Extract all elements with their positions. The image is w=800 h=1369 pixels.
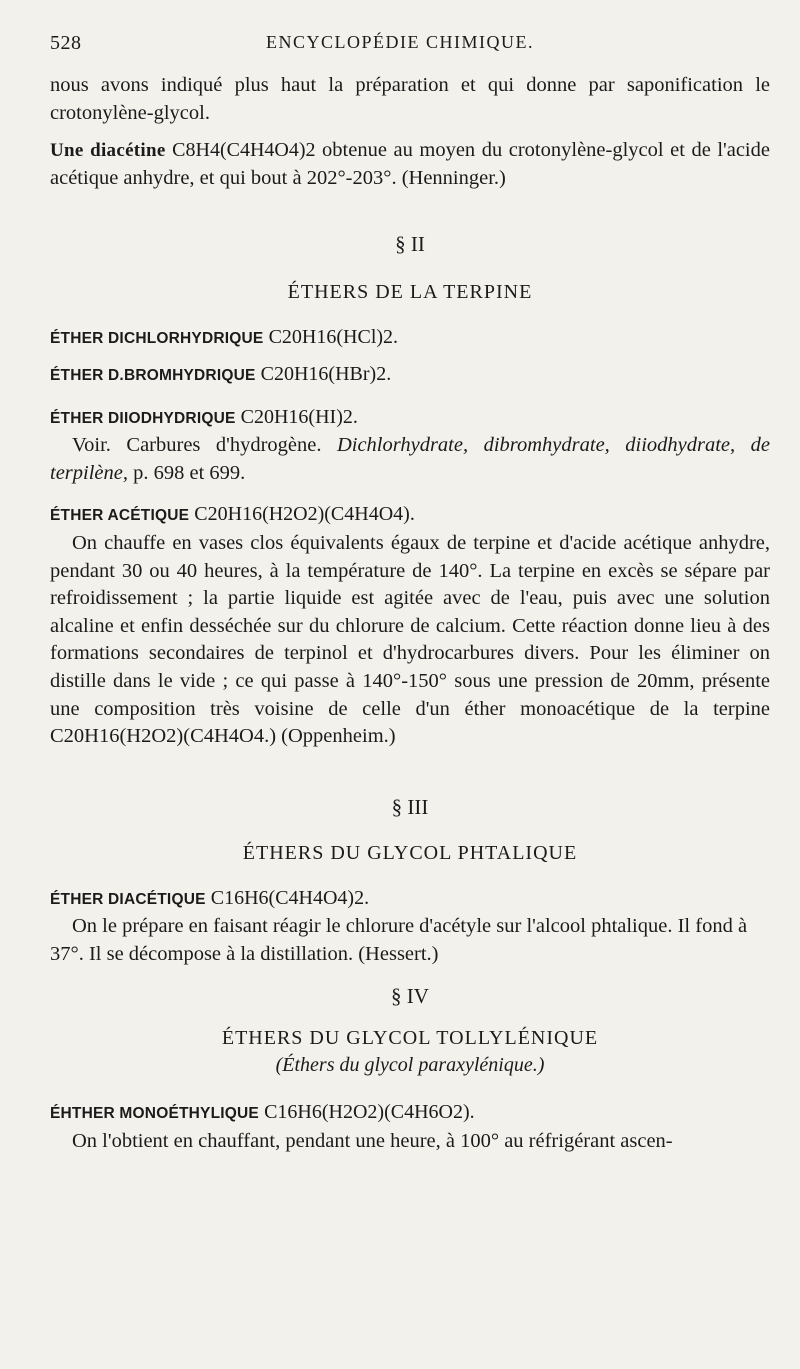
entry-diiodhydrique bbox=[50, 404, 770, 433]
entry-monoethylique bbox=[50, 1099, 770, 1128]
entry-formula: C20H16(H2O2)(C4H4O4). bbox=[194, 503, 415, 526]
section-2-number: § II bbox=[395, 232, 425, 257]
entry-dichlorhydrique bbox=[50, 324, 770, 353]
page-header bbox=[50, 30, 750, 58]
diacetine-paragraph bbox=[50, 137, 770, 192]
entry-label: ÉTHER D.BROMHYDRIQUE bbox=[50, 366, 256, 384]
entry-label: ÉTHER DICHLORHYDRIQUE bbox=[50, 330, 264, 348]
voir-italic: Dichlorhydrate, dibromhydrate, diiodhydrate, de terpilène, bbox=[50, 434, 770, 484]
entry-dibromhydrique bbox=[50, 361, 770, 390]
entry-formula: C20H16(HBr)2. bbox=[260, 362, 392, 385]
entry-formula: C16H6(C4H4O4)2. bbox=[210, 886, 370, 909]
section-3-number: § III bbox=[391, 794, 429, 819]
voir-end: p. 698 et 699. bbox=[128, 461, 246, 484]
entry-formula: C16H6(H2O2)(C4H6O2). bbox=[264, 1101, 475, 1124]
page-body bbox=[50, 72, 770, 1156]
page-number: 528 bbox=[50, 32, 82, 54]
section-3-title: ÉTHERS DU GLYCOL PHTALIQUE bbox=[242, 841, 578, 864]
section-4-title: ÉTHERS DU GLYCOL TOLLYLÉNIQUE bbox=[221, 1027, 599, 1050]
voir-text: Voir. Carbures d'hydrogène. bbox=[72, 434, 337, 457]
section-4-number: § IV bbox=[391, 984, 429, 1009]
diacetine-label: Une diacétine bbox=[50, 140, 166, 162]
voir-paragraph bbox=[50, 432, 770, 487]
entry-label: ÉTHER ACÉTIQUE bbox=[50, 507, 190, 525]
entry-label: ÉHTHER MONOÉTHYLIQUE bbox=[50, 1105, 259, 1123]
entry-label: ÉTHER DIACÉTIQUE bbox=[50, 890, 206, 908]
intro-paragraph: nous avons indiqué plus haut la préparation et qui donne par saponification le crotonylène-glycol. bbox=[50, 74, 770, 124]
entry-acetique bbox=[50, 501, 770, 530]
acetique-paragraph: On chauffe en vases clos équivalents égaux de terpine et d'acide acétique anhydre, pendant 30 ou 40 heures, à la température de 140°. La terpine en excès se sépare par refroidissement ; la partie liquide est agitée avec de l'eau, puis avec une solution alcaline et enfin desséchée sur du chlorure de calcium. Cette réaction donne lieu à des formations secondaires de terpinol et d'hydrocarbures divers. Pour les éliminer on distille dans le vide ; ce qui passe à 140°-150° sous une pression de 20mm, présente une composition très voisine de celle d'un éther monoacétique de la terpine C20H16(H2O2)(C4H4O4.) (Oppenheim.) bbox=[50, 531, 770, 748]
entry-formula: C20H16(HI)2. bbox=[240, 405, 358, 428]
monoethylique-paragraph: On l'obtient en chauffant, pendant une heure, à 100° au réfrigérant ascen- bbox=[72, 1130, 673, 1153]
diacetique-paragraph: On le prépare en faisant réagir le chlorure d'acétyle sur l'alcool phtalique. Il fond à 37°. Il se décompose à la distillation. (Hessert.) bbox=[50, 915, 748, 965]
entry-diacetique bbox=[50, 885, 770, 914]
section-4-subtitle: (Éthers du glycol paraxylénique.) bbox=[275, 1054, 545, 1077]
section-2-title: ÉTHERS DE LA TERPINE bbox=[287, 281, 533, 304]
running-title: ENCYCLOPÉDIE CHIMIQUE. bbox=[266, 32, 534, 52]
entry-formula: C20H16(HCl)2. bbox=[268, 326, 399, 349]
diacetine-formula: C8H4(C4H4O4)2 bbox=[172, 139, 316, 162]
entry-label: ÉTHER DIIODHYDRIQUE bbox=[50, 409, 236, 427]
diacetine-text: obtenue au moyen du crotonylène-glycol et de l'acide acétique anhydre, et qui bout à 202°-203°. (Henninger.) bbox=[50, 139, 770, 189]
